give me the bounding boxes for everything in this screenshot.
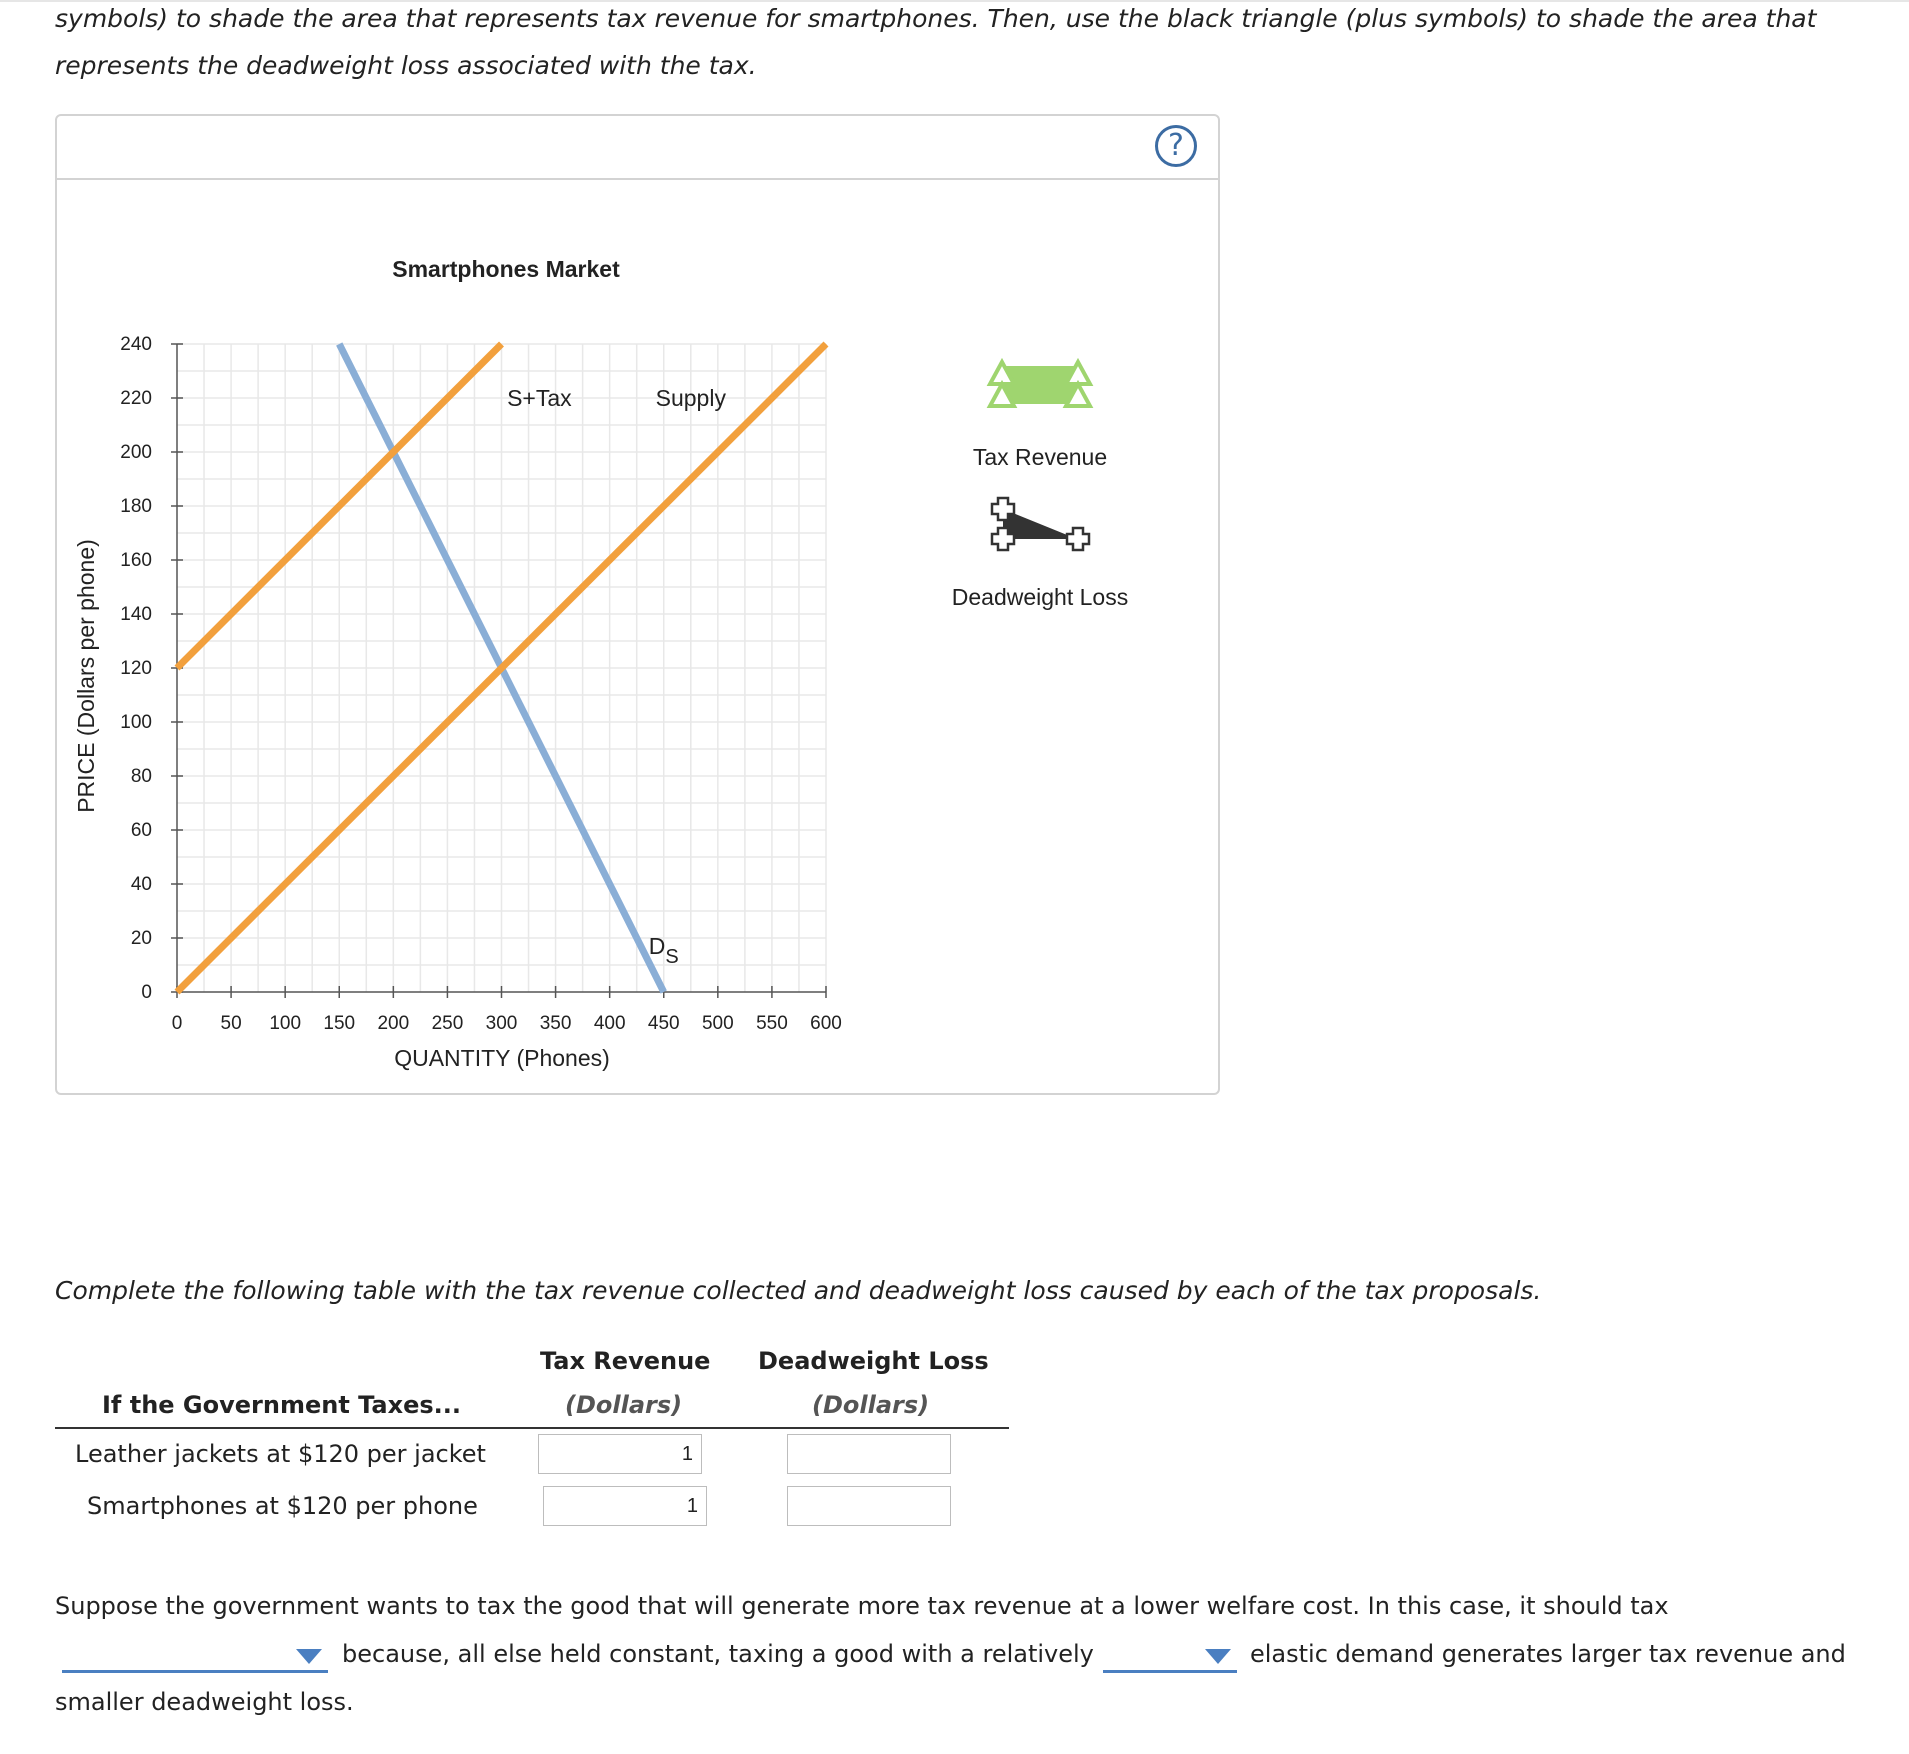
y-tick-label: 140 xyxy=(120,604,152,625)
x-axis-label: QUANTITY (Phones) xyxy=(394,1045,610,1071)
col-deadweight-loss-subheader: (Dollars) xyxy=(812,1391,930,1419)
supply-label: Supply xyxy=(655,385,726,411)
instruction-line-1: symbols) to shade the area that represents tax revenue for smartphones. Then, use the black triangle (plus symbols) to shade the area that xyxy=(55,4,1817,33)
col-deadweight-loss-header: Deadweight Loss xyxy=(758,1347,989,1375)
row-smartphones-label: Smartphones at $120 per phone xyxy=(87,1492,478,1520)
y-tick-label: 0 xyxy=(141,982,152,1003)
table-header-rule xyxy=(55,1427,1009,1429)
s-tax-label: S+Tax xyxy=(507,385,572,411)
x-tick-label: 350 xyxy=(539,1013,572,1034)
table-intro: Complete the following table with the tax revenue collected and deadweight loss caused by each of the tax proposals. xyxy=(55,1276,1542,1305)
leather-deadweight-loss-input[interactable] xyxy=(787,1434,951,1474)
y-tick-label: 240 xyxy=(120,334,152,355)
leather-tax-revenue-input[interactable] xyxy=(538,1434,702,1474)
y-tick-label: 80 xyxy=(130,766,152,787)
tax-revenue-tool[interactable] xyxy=(990,362,1090,406)
y-tick-label: 180 xyxy=(120,496,152,517)
smartphones-deadweight-loss-input[interactable] xyxy=(787,1486,951,1526)
ds-label: DS xyxy=(648,933,679,969)
plus-handle-icon xyxy=(1067,528,1089,550)
col-tax-revenue-subheader: (Dollars) xyxy=(565,1391,683,1419)
y-axis-label: PRICE (Dollars per phone) xyxy=(73,539,99,813)
y-tick-label: 200 xyxy=(120,442,152,463)
elasticity-dropdown[interactable] xyxy=(1103,1637,1237,1673)
instruction-line-2: represents the deadweight loss associated with the tax. xyxy=(55,51,757,80)
final-question-line-3: smaller deadweight loss. xyxy=(55,1688,354,1716)
help-icon[interactable]: ? xyxy=(1155,125,1197,167)
final-question-line-1: Suppose the government wants to tax the good that will generate more tax revenue at a lower welfare cost. In this case, it should tax xyxy=(55,1592,1669,1620)
y-tick-label: 100 xyxy=(120,712,152,733)
col-tax-revenue-header: Tax Revenue xyxy=(540,1347,711,1375)
y-tick-label: 40 xyxy=(130,874,152,895)
x-tick-label: 400 xyxy=(593,1013,626,1034)
deadweight-loss-tool[interactable] xyxy=(992,498,1089,550)
x-tick-label: 200 xyxy=(377,1013,410,1034)
row-leather-jackets-label: Leather jackets at $120 per jacket xyxy=(75,1440,486,1468)
x-tick-label: 450 xyxy=(647,1013,680,1034)
x-tick-label: 250 xyxy=(431,1013,464,1034)
y-tick-label: 160 xyxy=(120,550,152,571)
y-tick-label: 20 xyxy=(130,928,152,949)
good-to-tax-dropdown[interactable] xyxy=(62,1637,328,1673)
final-question-mid-1: because, all else held constant, taxing a good with a relatively xyxy=(342,1640,1094,1668)
col-taxes-header: If the Government Taxes... xyxy=(102,1391,462,1419)
x-tick-label: 500 xyxy=(701,1013,734,1034)
x-tick-label: 50 xyxy=(220,1013,242,1034)
deadweight-loss-label: Deadweight Loss xyxy=(951,584,1129,610)
chevron-down-icon xyxy=(1205,1649,1231,1664)
chart-title: Smartphones Market xyxy=(392,256,620,282)
y-tick-label: 220 xyxy=(120,388,152,409)
x-tick-label: 600 xyxy=(810,1013,842,1034)
x-tick-label: 0 xyxy=(171,1013,183,1034)
x-tick-label: 150 xyxy=(323,1013,356,1034)
y-tick-label: 120 xyxy=(120,658,152,679)
x-tick-label: 550 xyxy=(756,1013,788,1034)
x-tick-label: 100 xyxy=(269,1013,302,1034)
smartphones-tax-revenue-input[interactable] xyxy=(543,1486,707,1526)
tax-revenue-label: Tax Revenue xyxy=(972,444,1108,470)
final-question-mid-2: elastic demand generates larger tax revenue and xyxy=(1250,1640,1846,1668)
y-tick-label: 60 xyxy=(130,820,152,841)
x-tick-label: 300 xyxy=(485,1013,518,1034)
chevron-down-icon xyxy=(296,1649,322,1664)
